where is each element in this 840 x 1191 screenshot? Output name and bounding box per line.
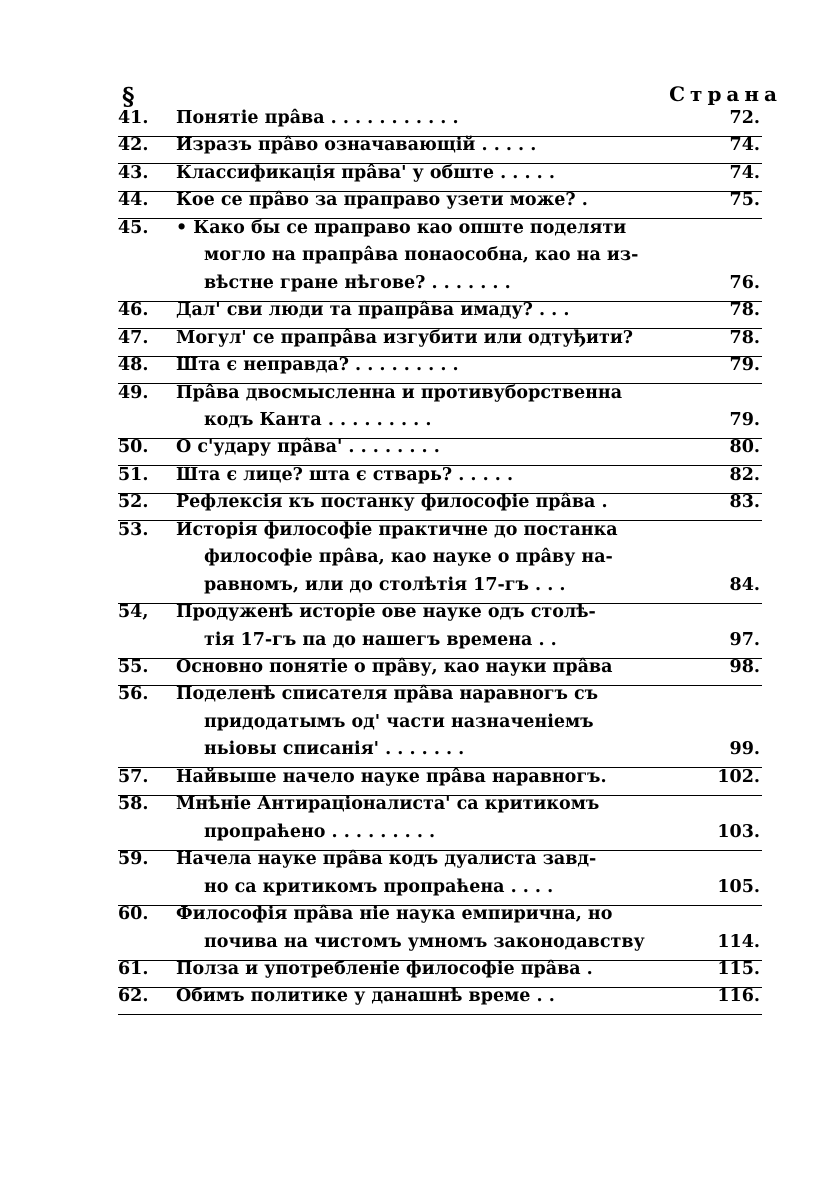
toc-entry-line (118, 822, 762, 851)
entry-page-number: 84. (729, 574, 760, 595)
entry-title: Кое се прâво за праправо узети може? . (176, 190, 588, 211)
entry-title: • Како бы се праправо као опште поделяти (176, 217, 627, 238)
entry-number: 51. (118, 464, 149, 485)
toc-entry-line (118, 383, 762, 411)
entry-title: равномъ, или до столѣтія 17-гъ . . . (204, 574, 566, 595)
entry-title: О с'удару прâва' . . . . . . . . (176, 437, 440, 458)
entry-title: Исторія философіе практичне до постанка (176, 519, 618, 540)
entry-number: 53. (118, 519, 149, 540)
entry-number: 58. (118, 794, 149, 815)
toc-entry-line (118, 959, 762, 988)
entry-number: 60. (118, 904, 149, 925)
toc-entry-line (118, 849, 762, 877)
toc-entry-line (118, 712, 762, 740)
toc-entry-line (118, 684, 762, 712)
entry-number: 43. (118, 162, 149, 183)
entry-number: 54, (118, 602, 149, 623)
entry-page-number: 82. (729, 464, 760, 485)
entry-page-number: 72. (729, 108, 760, 128)
toc-entry-line (118, 602, 762, 630)
entry-number: 41. (118, 108, 149, 128)
toc-entry-line (118, 437, 762, 466)
entry-page-number: 79. (729, 355, 760, 376)
entry-title: Шта є лице? шта є ствaрь? . . . . . (176, 464, 514, 485)
entry-page-number: 74. (729, 135, 760, 156)
entry-number: 52. (118, 492, 149, 513)
entry-title: Мнѣніе Антираціоналиста' са критикомъ (176, 794, 600, 815)
toc-entry-line (118, 904, 762, 932)
entry-title: придодатымъ од' части назначеніемъ (204, 711, 594, 732)
entry-page-number: 98. (729, 657, 760, 677)
toc-entry-line (118, 465, 762, 494)
entry-title: тія 17-гъ па до нашегъ времена . . (204, 629, 557, 650)
entry-number: 56. (118, 684, 149, 705)
toc-entry-line (118, 355, 762, 384)
entry-number: 46. (118, 300, 149, 321)
toc-entry-line (118, 135, 762, 164)
entry-title: Продуженѣ исторіе ове науке одъ столѣ- (176, 602, 596, 623)
entry-page-number: 105. (717, 876, 760, 897)
entry-number: 48. (118, 355, 149, 376)
entry-page-number: 75. (729, 190, 760, 211)
section-symbol-header: § (122, 82, 135, 111)
entry-title: Шта є неправда? . . . . . . . . . (176, 355, 459, 376)
entry-number: 55. (118, 657, 149, 677)
entry-page-number: 102. (717, 766, 760, 787)
entry-page-number: 115. (717, 958, 760, 979)
entry-number: 50. (118, 437, 149, 458)
toc-entry-line (118, 108, 762, 137)
toc-entry-line (118, 767, 762, 796)
toc-entry-line (118, 163, 762, 192)
entry-title: Поделенѣ списателя прâва наравногъ съ (176, 684, 599, 705)
entry-page-number: 78. (729, 327, 760, 348)
toc-entry-line (118, 877, 762, 906)
entry-title: пропраћено . . . . . . . . . (204, 821, 436, 842)
entry-title: могло на прапрâва понаособна, као на из- (204, 245, 639, 266)
entry-page-number: 97. (729, 629, 760, 650)
page-column-header: Страна (669, 82, 782, 106)
toc-entry-line (118, 245, 762, 273)
entry-title: Основно понятіе о прâву, као науки прâва (176, 657, 613, 677)
toc-entry-line (118, 986, 762, 1015)
entry-title: Классификація прâва' у обште . . . . . (176, 162, 555, 183)
toc-entry-line (118, 520, 762, 548)
entry-page-number: 78. (729, 300, 760, 321)
entry-title: Дал' сви люди та прапрâва имаду? . . . (176, 300, 570, 321)
entry-number: 61. (118, 958, 149, 979)
toc-entry-line (118, 328, 762, 357)
toc-entry-line (118, 300, 762, 329)
toc-entry-line (118, 547, 762, 575)
entry-title: Найвыше начело науке прâва наравногъ. (176, 766, 607, 787)
entry-number: 42. (118, 135, 149, 156)
toc-entry-line (118, 218, 762, 246)
entry-title: Философія прâва ніе наука емпирична, но (176, 904, 613, 925)
toc-entry-line (118, 410, 762, 439)
entry-number: 45. (118, 217, 149, 238)
entry-page-number: 83. (729, 492, 760, 513)
entry-title: Полза и употребленіе философіе прâва . (176, 958, 593, 979)
entry-number: 62. (118, 986, 149, 1007)
toc-entry-line (118, 190, 762, 219)
entry-page-number: 76. (729, 272, 760, 293)
entry-page-number: 99. (729, 739, 760, 760)
entry-page-number: 80. (729, 437, 760, 458)
entry-title: Понятіе прâва . . . . . . . . . . . (176, 108, 459, 128)
entry-page-number: 79. (729, 409, 760, 430)
toc-entry-line (118, 492, 762, 521)
entry-title: но са критикомъ пропраћена . . . . (204, 876, 554, 897)
entry-title: Прâва двосмысленна и противуборственна (176, 382, 623, 403)
entry-title: Начела науке прâва кодъ дуалиста завд- (176, 849, 597, 870)
entry-page-number: 74. (729, 162, 760, 183)
toc-entry-line (118, 657, 762, 686)
toc-entry-line (118, 932, 762, 961)
toc-entry-line (118, 794, 762, 822)
entry-title: Изразъ прâво означавающій . . . . . (176, 135, 537, 156)
entry-number: 49. (118, 382, 149, 403)
entry-title: Рефлексія къ постанку философіе прâва . (176, 492, 608, 513)
entry-number: 57. (118, 766, 149, 787)
entry-title: ньіовы списанія' . . . . . . . (204, 739, 465, 760)
entry-number: 47. (118, 327, 149, 348)
entry-title: кодъ Канта . . . . . . . . . (204, 409, 432, 430)
toc-entry-line (118, 739, 762, 768)
toc-entry-line (118, 630, 762, 659)
entry-page-number: 114. (717, 931, 760, 952)
entry-title: вѣстне гране нѣгове? . . . . . . . (204, 272, 511, 293)
toc-entry-line (118, 273, 762, 302)
toc-entry-line (118, 575, 762, 604)
entry-number: 44. (118, 190, 149, 211)
entry-page-number: 116. (717, 986, 760, 1007)
entry-title: Могул' се прапрâва изгубити или одтуђити? (176, 327, 634, 348)
entry-number: 59. (118, 849, 149, 870)
entry-title: философіе прâва, као науке о прâву на- (204, 547, 613, 568)
entry-title: Обимъ политике у данашнѣ време . . (176, 986, 555, 1007)
entry-page-number: 103. (717, 821, 760, 842)
entry-title: почива на чистомъ умномъ законодавству (204, 931, 645, 952)
